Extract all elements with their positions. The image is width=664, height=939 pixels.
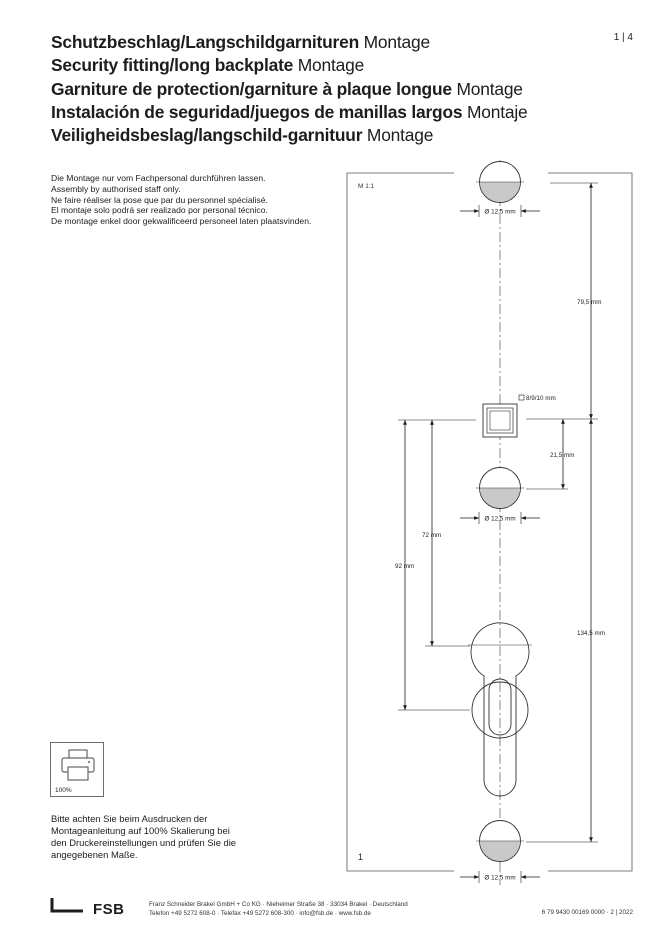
title-de-main: Schutzbeschlag/Langschildgarnituren: [51, 32, 360, 52]
spindle-label: 8/9/10 mm: [526, 395, 556, 402]
spindle-square: [483, 404, 517, 437]
footer-code: 6 79 9430 00169 0000 · 2 | 2022: [541, 909, 633, 916]
print-scale-box: [50, 742, 104, 797]
dim-79-5-label: 79,5 mm: [577, 299, 602, 306]
footer-company-line1: Franz Schneider Brakel GmbH + Co KG · Nieheimer Straße 38 · 33034 Brakel · Deutschland: [149, 901, 408, 908]
printer-icon: [58, 748, 98, 784]
title-nl-main: Veiligheidsbeslag/langschild-garnituur: [51, 125, 363, 146]
print-hint-line: angegebenen Maße.: [51, 848, 138, 860]
title-de-suffix: Montage: [359, 32, 430, 52]
title-es-suffix: Montaje: [462, 101, 528, 122]
print-hint-line: Bitte achten Sie beim Ausdrucken der: [51, 813, 208, 824]
note-es: El montaje solo podrá ser realizado por personal técnico.: [51, 205, 268, 216]
note-de: Die Montage nur vom Fachpersonal durchführen lassen.: [51, 173, 266, 183]
hole-bottom: [476, 821, 524, 862]
hole-middle-label: Ø 12,5 mm: [484, 515, 516, 523]
print-hint: [51, 813, 236, 861]
title-en-main: Security fitting/long backplate: [51, 55, 294, 76]
print-hint-line: Montageanleitung auf 100% Skalierung bei: [51, 824, 230, 836]
dim-134-5-label: 134,5 mm: [577, 630, 605, 637]
footer-company-line2: Telefon +49 5272 608-0 · Telefax +49 5272 608-300 · info@fsb.de · www.fsb.de: [149, 910, 371, 918]
hole-top: [476, 162, 524, 203]
footer-company: [149, 900, 408, 919]
footer-brand: FSB: [93, 901, 125, 918]
step-number: 1: [358, 852, 364, 862]
dim-72-label: 72 mm: [422, 532, 442, 539]
print-hint-line: den Druckereinstellungen und prüfen Sie die: [51, 836, 237, 848]
title-en-suffix: Montage: [293, 55, 365, 76]
note-fr: Ne faire réaliser la pose que par du personnel spécialisé.: [51, 194, 268, 205]
dim-92-label: 92 mm: [395, 563, 415, 570]
page-number: 1 | 4: [613, 32, 633, 43]
dim-21-5-label: 21,5 mm: [550, 452, 575, 459]
note-en: Assembly by authorised staff only.: [51, 183, 181, 194]
title-es-main: Instalación de seguridad/juegos de manillas largos: [51, 101, 463, 122]
title-fr-suffix: Montage: [451, 78, 523, 99]
hole-bottom-label: Ø 12,5 mm: [484, 874, 516, 882]
fsb-logo-icon: [50, 898, 84, 914]
hole-top-label: Ø 12,5 mm: [484, 208, 516, 216]
note-nl: De montage enkel door gekwalificeerd personeel laten plaatsvinden.: [51, 216, 312, 227]
hole-middle: [476, 468, 524, 509]
print-scale-label: 100%: [55, 787, 72, 794]
title-nl-suffix: Montage: [362, 125, 434, 146]
title-fr-main: Garniture de protection/garniture à plaque longue: [51, 78, 452, 99]
square-symbol-icon: [519, 395, 524, 400]
scale-label: M 1:1: [358, 183, 375, 190]
